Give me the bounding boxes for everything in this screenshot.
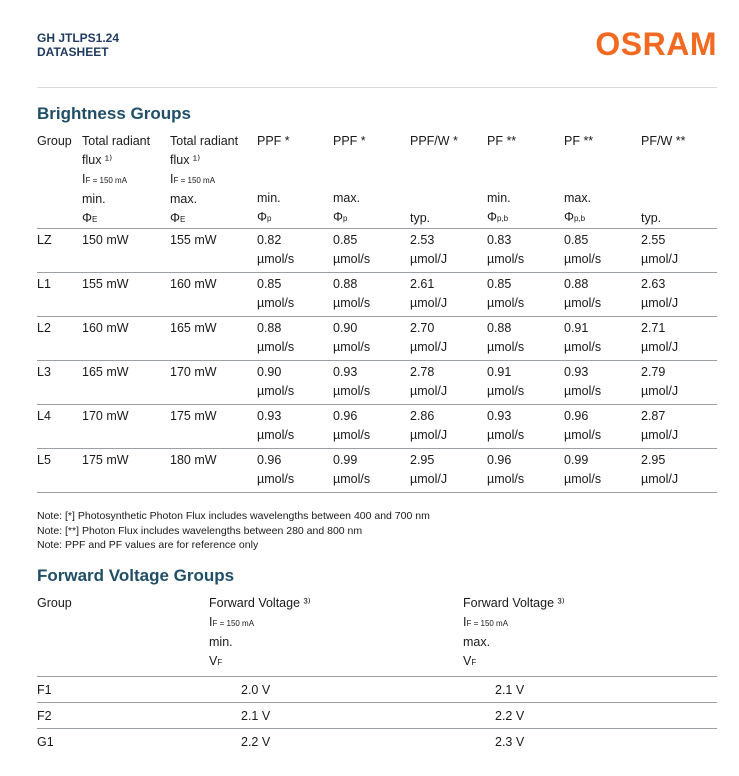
table-cell	[37, 229, 82, 273]
column-header	[170, 132, 257, 229]
table-cell: 2.2 V	[495, 708, 525, 723]
table-cell	[410, 361, 487, 405]
cell-line: µmol/J	[641, 472, 679, 486]
cell-line: 2.95	[410, 453, 435, 467]
table-cell	[564, 273, 641, 317]
cell-line: 175 mW	[82, 453, 129, 467]
header-line: PPF *	[257, 134, 290, 148]
cell-line: 0.93	[257, 409, 282, 423]
header-line: Group	[37, 134, 72, 148]
header-line: min.	[209, 635, 233, 649]
cell-line: 155 mW	[82, 277, 129, 291]
table-cell: 2.0 V	[241, 682, 271, 697]
cell-line: 0.99	[564, 453, 589, 467]
table-cell: 2.2 V	[241, 734, 271, 749]
osram-logo: OSRAM	[595, 26, 717, 62]
header-line: min.	[82, 192, 106, 206]
table-cell	[487, 405, 564, 449]
column-header	[37, 594, 209, 676]
cell-line: 2.53	[410, 233, 435, 247]
header-line: PPF *	[333, 134, 366, 148]
table-cell	[333, 405, 410, 449]
cell-line: 2.55	[641, 233, 666, 247]
header-line: ΦE	[82, 211, 98, 225]
table-cell: F1	[37, 682, 52, 697]
cell-line: 2.95	[641, 453, 666, 467]
header-line: ΦE	[170, 211, 186, 225]
table-cell	[333, 449, 410, 493]
header-line: flux ¹⁾	[170, 153, 201, 167]
table-cell	[170, 361, 257, 405]
header-line: VF	[209, 653, 223, 668]
cell-line: µmol/J	[641, 384, 679, 398]
cell-line: 0.99	[333, 453, 358, 467]
cell-line: 165 mW	[170, 321, 217, 335]
table-cell: 2.3 V	[495, 734, 525, 749]
table-cell	[410, 449, 487, 493]
cell-line: µmol/s	[333, 428, 371, 442]
table-row	[37, 361, 717, 405]
cell-line: µmol/J	[641, 296, 679, 310]
cell-line: 0.83	[487, 233, 512, 247]
header-line: PF **	[487, 134, 517, 148]
table-cell	[257, 361, 333, 405]
cell-line: µmol/s	[257, 252, 295, 266]
cell-line: 0.88	[487, 321, 512, 335]
column-header	[82, 132, 170, 229]
cell-line: 0.96	[333, 409, 358, 423]
cell-line: 0.85	[487, 277, 512, 291]
cell-line: µmol/J	[410, 252, 448, 266]
cell-line: L3	[37, 365, 51, 379]
table-cell	[641, 449, 717, 493]
table-cell	[410, 317, 487, 361]
cell-line: µmol/s	[564, 340, 602, 354]
cell-line: µmol/J	[410, 296, 448, 310]
table-cell	[410, 405, 487, 449]
cell-line: 170 mW	[170, 365, 217, 379]
document-header	[37, 31, 119, 59]
forward-voltage-title: Forward Voltage Groups	[37, 566, 235, 585]
cell-line: µmol/J	[410, 428, 448, 442]
forward-voltage-header-row	[37, 594, 717, 676]
header-line: Φp,b	[564, 210, 586, 224]
header-line: min.	[487, 191, 511, 205]
cell-line: µmol/s	[257, 296, 295, 310]
table-cell	[641, 317, 717, 361]
header-line: Group	[37, 596, 72, 610]
cell-line: 0.96	[564, 409, 589, 423]
table-cell	[410, 229, 487, 273]
table-cell	[564, 317, 641, 361]
cell-line: µmol/J	[641, 252, 679, 266]
header-line: Φp	[257, 210, 272, 224]
cell-line: 2.87	[641, 409, 666, 423]
cell-line: µmol/s	[333, 340, 371, 354]
cell-line: µmol/s	[487, 340, 525, 354]
cell-line: 2.71	[641, 321, 666, 335]
cell-line: 0.85	[564, 233, 589, 247]
notes-block	[37, 509, 430, 553]
header-divider	[37, 87, 717, 88]
column-header	[209, 594, 463, 676]
cell-line: µmol/s	[257, 384, 295, 398]
table-cell	[257, 405, 333, 449]
header-line: typ.	[641, 211, 662, 225]
column-header	[37, 132, 82, 229]
header-line: Φp	[333, 210, 348, 224]
table-cell	[333, 317, 410, 361]
table-cell: 2.1 V	[495, 682, 525, 697]
cell-line: µmol/s	[487, 296, 525, 310]
table-cell	[333, 229, 410, 273]
table-cell	[257, 317, 333, 361]
cell-line: 0.96	[257, 453, 282, 467]
table-cell	[564, 449, 641, 493]
table-row	[37, 702, 717, 728]
header-line: IF = 150 mA	[463, 614, 509, 629]
table-cell	[641, 229, 717, 273]
header-line: max.	[333, 191, 361, 205]
table-cell	[333, 273, 410, 317]
cell-line: µmol/s	[257, 340, 295, 354]
table-cell	[333, 361, 410, 405]
cell-line: 0.93	[564, 365, 589, 379]
cell-line: 0.88	[257, 321, 282, 335]
column-header	[564, 132, 641, 229]
table-cell	[641, 273, 717, 317]
header-line: VF	[463, 653, 477, 668]
note-line: Note: PPF and PF values are for reference only	[37, 539, 259, 551]
cell-line: L5	[37, 453, 51, 467]
table-row	[37, 449, 717, 493]
cell-line: µmol/s	[257, 472, 295, 486]
table-cell	[170, 273, 257, 317]
table-cell	[564, 405, 641, 449]
table-cell	[82, 229, 170, 273]
cell-line: 0.96	[487, 453, 512, 467]
column-header	[257, 132, 333, 229]
product-name: GH JTLPS1.24	[37, 31, 120, 45]
table-cell: G1	[37, 734, 54, 749]
table-row	[37, 405, 717, 449]
table-cell	[564, 229, 641, 273]
brightness-groups-title: Brightness Groups	[37, 104, 191, 123]
cell-line: 160 mW	[82, 321, 129, 335]
header-line: typ.	[410, 211, 431, 225]
table-cell	[82, 361, 170, 405]
column-header	[333, 132, 410, 229]
cell-line: µmol/s	[333, 296, 371, 310]
cell-line: 0.82	[257, 233, 282, 247]
cell-line: 170 mW	[82, 409, 129, 423]
table-cell	[82, 449, 170, 493]
cell-line: 2.78	[410, 365, 435, 379]
header-line: Forward Voltage ³⁾	[463, 596, 565, 610]
cell-line: µmol/s	[333, 472, 371, 486]
cell-line: LZ	[37, 233, 52, 247]
table-cell	[257, 273, 333, 317]
table-cell	[170, 229, 257, 273]
cell-line: µmol/J	[410, 340, 448, 354]
cell-line: 165 mW	[82, 365, 129, 379]
table-cell	[37, 273, 82, 317]
table-cell	[170, 405, 257, 449]
header-line: max.	[564, 191, 592, 205]
table-cell	[487, 229, 564, 273]
note-line: Note: [*] Photosynthetic Photon Flux includes wavelengths between 400 and 700 nm	[37, 510, 430, 522]
header-line: Total radiant	[82, 134, 151, 148]
cell-line: 0.93	[333, 365, 358, 379]
cell-line: µmol/s	[564, 296, 602, 310]
table-cell	[487, 273, 564, 317]
table-cell	[641, 361, 717, 405]
header-line: Φp,b	[487, 210, 509, 224]
table-cell	[487, 361, 564, 405]
header-line: max.	[170, 192, 198, 206]
table-cell	[170, 317, 257, 361]
cell-line: µmol/J	[410, 384, 448, 398]
table-row	[37, 317, 717, 361]
header-line: flux ¹⁾	[82, 153, 113, 167]
table-cell	[82, 273, 170, 317]
cell-line: µmol/J	[641, 428, 679, 442]
cell-line: L2	[37, 321, 51, 335]
table-cell	[82, 317, 170, 361]
column-header	[463, 594, 717, 676]
cell-line: 0.90	[333, 321, 358, 335]
cell-line: 0.91	[487, 365, 512, 379]
forward-voltage-table	[37, 594, 717, 754]
document-type: DATASHEET	[37, 45, 109, 59]
column-header	[487, 132, 564, 229]
table-row	[37, 273, 717, 317]
table-cell	[487, 449, 564, 493]
table-cell	[257, 449, 333, 493]
table-cell	[641, 405, 717, 449]
table-cell	[37, 449, 82, 493]
cell-line: 2.61	[410, 277, 435, 291]
column-header	[410, 132, 487, 229]
table-row	[37, 229, 717, 273]
header-line: IF = 150 mA	[170, 172, 216, 186]
cell-line: µmol/s	[333, 384, 371, 398]
table-cell: 2.1 V	[241, 708, 271, 723]
table-cell	[170, 449, 257, 493]
cell-line: µmol/s	[487, 472, 525, 486]
header-line: min.	[257, 191, 281, 205]
table-cell	[82, 405, 170, 449]
table-cell	[37, 361, 82, 405]
header-line: PPF/W *	[410, 134, 458, 148]
cell-line: µmol/s	[564, 384, 602, 398]
cell-line: 2.63	[641, 277, 666, 291]
table-row	[37, 676, 717, 702]
cell-line: µmol/s	[487, 384, 525, 398]
table-cell: F2	[37, 708, 52, 723]
cell-line: 0.90	[257, 365, 282, 379]
header-line: IF = 150 mA	[209, 614, 255, 629]
column-header	[641, 132, 717, 229]
header-line: IF = 150 mA	[82, 172, 128, 186]
cell-line: 2.79	[641, 365, 666, 379]
table-row	[37, 728, 717, 754]
table-cell	[564, 361, 641, 405]
header-line: Total radiant	[170, 134, 239, 148]
cell-line: 160 mW	[170, 277, 217, 291]
cell-line: µmol/s	[257, 428, 295, 442]
cell-line: 0.85	[333, 233, 358, 247]
table-cell	[37, 405, 82, 449]
cell-line: µmol/s	[487, 252, 525, 266]
cell-line: 0.93	[487, 409, 512, 423]
cell-line: 155 mW	[170, 233, 217, 247]
table-cell	[37, 317, 82, 361]
cell-line: 0.85	[257, 277, 282, 291]
header-line: Forward Voltage ³⁾	[209, 596, 311, 610]
cell-line: 2.70	[410, 321, 435, 335]
cell-line: L4	[37, 409, 51, 423]
table-cell	[487, 317, 564, 361]
cell-line: 0.88	[333, 277, 358, 291]
brightness-groups-table	[37, 132, 717, 493]
header-line: PF/W **	[641, 134, 686, 148]
cell-line: 0.91	[564, 321, 589, 335]
cell-line: 2.86	[410, 409, 435, 423]
cell-line: 175 mW	[170, 409, 217, 423]
cell-line: 0.88	[564, 277, 589, 291]
note-line: Note: [**] Photon Flux includes wavelengths between 280 and 800 nm	[37, 524, 363, 537]
cell-line: µmol/s	[564, 252, 602, 266]
cell-line: µmol/J	[641, 340, 679, 354]
cell-line: 180 mW	[170, 453, 217, 467]
table-cell	[257, 229, 333, 273]
brightness-header-row	[37, 132, 717, 229]
table-cell	[410, 273, 487, 317]
cell-line: µmol/s	[564, 472, 602, 486]
cell-line: µmol/s	[333, 252, 371, 266]
header-line: PF **	[564, 134, 594, 148]
header-line: max.	[463, 635, 491, 649]
cell-line: µmol/s	[487, 428, 525, 442]
cell-line: 150 mW	[82, 233, 129, 247]
cell-line: L1	[37, 277, 51, 291]
cell-line: µmol/J	[410, 472, 448, 486]
cell-line: µmol/s	[564, 428, 602, 442]
